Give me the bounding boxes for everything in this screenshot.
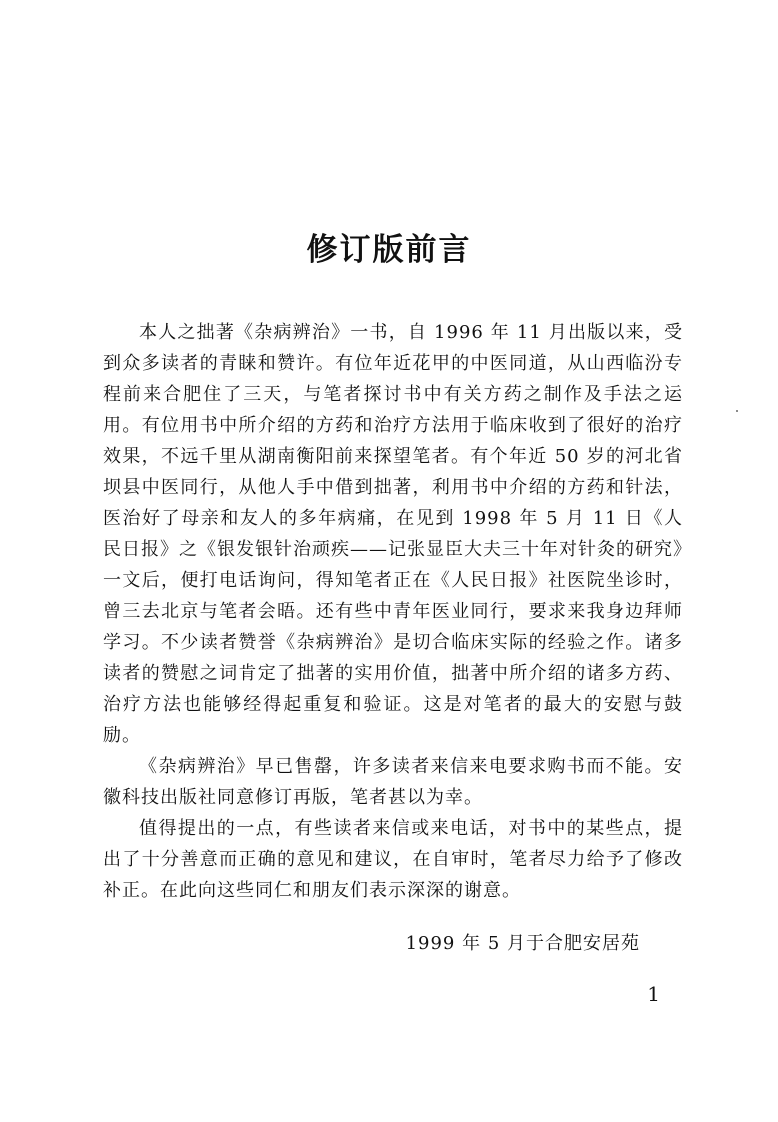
paragraph-acknowledgement: 值得提出的一点，有些读者来信或来电话，对书中的某些点，提出了十分善意而正确的意见和建议，在自审时，笔者尽力给予了修改补正。在此向这些同仁和朋友们表示深深的谢意。 — [103, 818, 683, 901]
preface-body — [103, 317, 683, 906]
preface-title: 修订版前言 — [306, 232, 472, 268]
paragraph-reader-feedback: 本人之拙著《杂病辨治》一书，自 1996 年 11 月出版以来，受到众多读者的青睐和赞许。有位年近花甲的中医同道，从山西临汾专程前来合肥住了三天，与笔者探讨书中有关方药之制作及手法之运用。有位用书中所介绍的方药和治疗方法用于临床收到了很好的治疗效果，不远千里从湖南衡阳前来探望笔者。有个年近 50 岁的河北省坝县中医同行，从他人手中借到拙著，利用书中介绍的方药和针法，医治好了母亲和友人的多年病痛，在见到 1998 年 5 月 11 日《人民日报》之《银发银针治顽疾——记张显臣大夫三十年对针灸的研究》一文后，便打电话询问，得知笔者正在《人民日报》社医院坐诊时，曾三去北京与笔者会晤。还有些中青年医业同行，要求来我身边拜师学习。不少读者赞誉《杂病辨治》是切合临床实际的经验之作。诸多读者的赞慰之词肯定了拙著的实用价值，拙著中所介绍的诸多方药、治疗方法也能够经得起重复和验证。这是对笔者的最大的安慰与鼓励。 — [103, 322, 683, 746]
page-number: 1 — [647, 982, 660, 1006]
paragraph-reprint: 《杂病辨治》早已售罄，许多读者来信来电要求购书而不能。安徽科技出版社同意修订再版，笔者甚以为幸。 — [103, 756, 683, 808]
scan-speck — [736, 410, 738, 412]
date-place-signature: 1999 年 5 月于合肥安居苑 — [405, 933, 640, 954]
